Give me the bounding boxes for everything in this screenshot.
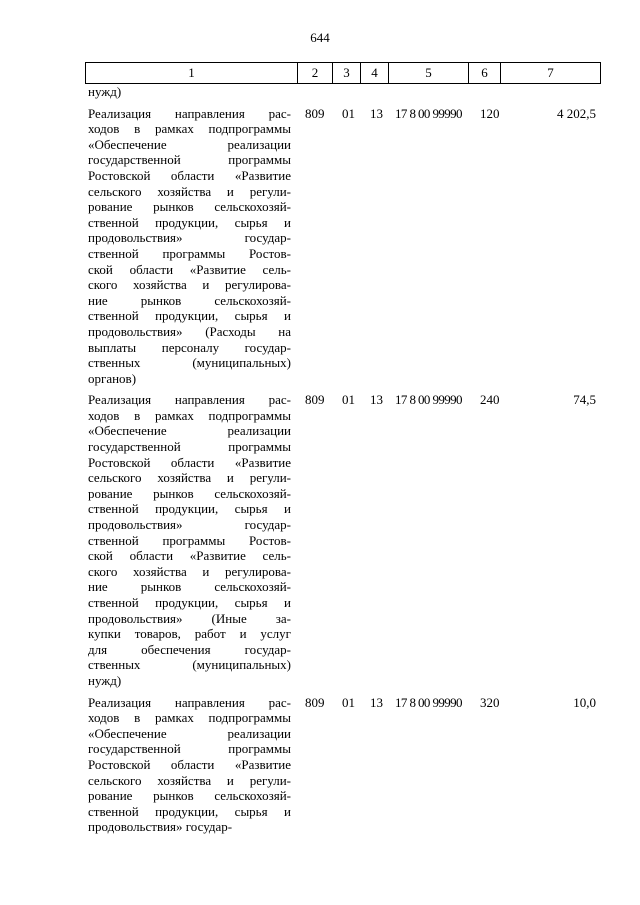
header-col-4: 4	[361, 63, 389, 84]
description-line: государственной программы	[88, 741, 291, 757]
description-line: продовольствия» государ-	[88, 517, 291, 533]
header-col-5: 5	[389, 63, 469, 84]
subsection-code: 13	[370, 392, 383, 408]
description-line: нужд)	[88, 672, 122, 688]
description-line: ственной продукции, сырья и	[88, 308, 291, 324]
description-line: Реализация направления рас-	[88, 392, 291, 408]
description-line: сельского хозяйства и регули-	[88, 772, 291, 788]
expense-type-code: 120	[480, 105, 500, 121]
subsection-code: 13	[370, 694, 383, 710]
description-line: Реализация направления рас-	[88, 694, 291, 710]
continuation-text: нужд)	[88, 84, 122, 99]
description-line: продовольствия» государ-	[88, 819, 233, 835]
description-line: ходов в рамках подпрограммы	[88, 407, 291, 423]
description-line: рование рынков сельскохозяй-	[88, 485, 291, 501]
description-line: ственной продукции, сырья и	[88, 501, 291, 517]
description-line: ской области «Развитие сель-	[88, 548, 291, 564]
header-col-7: 7	[501, 63, 601, 84]
header-col-1: 1	[86, 63, 298, 84]
expense-type-code: 240	[480, 392, 500, 408]
description-line: ственных (муниципальных)	[88, 355, 291, 371]
description-line: государственной программы	[88, 439, 291, 455]
description-line: Ростовской области «Развитие	[88, 454, 291, 470]
header-col-6: 6	[469, 63, 501, 84]
description-line: продовольствия» государ-	[88, 230, 291, 246]
section-code: 01	[342, 392, 355, 408]
description-line: ственной продукции, сырья и	[88, 214, 291, 230]
expense-type-code: 320	[480, 694, 500, 710]
description-line: ской области «Развитие сель-	[88, 261, 291, 277]
description-line: продовольствия» (Иные за-	[88, 610, 291, 626]
description-line: сельского хозяйства и регули-	[88, 183, 291, 199]
description-line: органов)	[88, 370, 137, 386]
ministry-code: 809	[305, 694, 325, 710]
description-line: ственной программы Ростов-	[88, 532, 291, 548]
row-description	[88, 106, 291, 387]
description-line: ственных (муниципальных)	[88, 657, 291, 673]
target-article-code: 17 8 00 99990	[395, 392, 462, 408]
row-description	[88, 695, 291, 835]
description-line: выплаты персоналу государ-	[88, 339, 291, 355]
section-code: 01	[342, 694, 355, 710]
description-line: рование рынков сельскохозяй-	[88, 788, 291, 804]
continuation-row	[88, 84, 602, 100]
description-line: ственной программы Ростов-	[88, 245, 291, 261]
description-line: Реализация направления рас-	[88, 105, 291, 121]
page-number: 644	[310, 30, 330, 45]
description-line: сельского хозяйства и регули-	[88, 470, 291, 486]
row-description	[88, 392, 291, 688]
amount: 10,0	[573, 694, 596, 710]
description-line: ходов в рамках подпрограммы	[88, 121, 291, 137]
description-line: для обеспечения государ-	[88, 641, 291, 657]
table-row	[88, 695, 602, 835]
description-line: Ростовской области «Развитие	[88, 756, 291, 772]
description-line: ственной продукции, сырья и	[88, 803, 291, 819]
description-line: «Обеспечение реализации	[88, 136, 291, 152]
description-line: «Обеспечение реализации	[88, 725, 291, 741]
ministry-code: 809	[305, 392, 325, 408]
table-row	[88, 392, 602, 688]
description-line: рование рынков сельскохозяй-	[88, 199, 291, 215]
amount: 4 202,5	[557, 105, 596, 121]
description-line: ственной продукции, сырья и	[88, 595, 291, 610]
target-article-code: 17 8 00 99990	[395, 105, 462, 121]
table-header	[85, 62, 601, 84]
description-line: ходов в рамках подпрограммы	[88, 710, 291, 726]
description-line: продовольствия» (Расходы на	[88, 323, 291, 339]
description-line: «Обеспечение реализации	[88, 423, 291, 439]
description-line: купки товаров, работ и услуг	[88, 626, 291, 642]
description-line: Ростовской области «Развитие	[88, 167, 291, 183]
description-line: ние рынков сельскохозяй-	[88, 292, 291, 308]
section-code: 01	[342, 105, 355, 121]
description-line: ского хозяйства и регулирова-	[88, 563, 291, 579]
table-row	[88, 106, 602, 387]
description-line: ние рынков сельскохозяй-	[88, 579, 291, 595]
description-line: ского хозяйства и регулирова-	[88, 277, 291, 293]
subsection-code: 13	[370, 105, 383, 121]
target-article-code: 17 8 00 99990	[395, 694, 462, 710]
header-col-2: 2	[298, 63, 333, 84]
description-line: государственной программы	[88, 152, 291, 168]
ministry-code: 809	[305, 105, 325, 121]
header-col-3: 3	[333, 63, 361, 84]
table-body	[88, 84, 602, 835]
amount: 74,5	[573, 392, 596, 408]
